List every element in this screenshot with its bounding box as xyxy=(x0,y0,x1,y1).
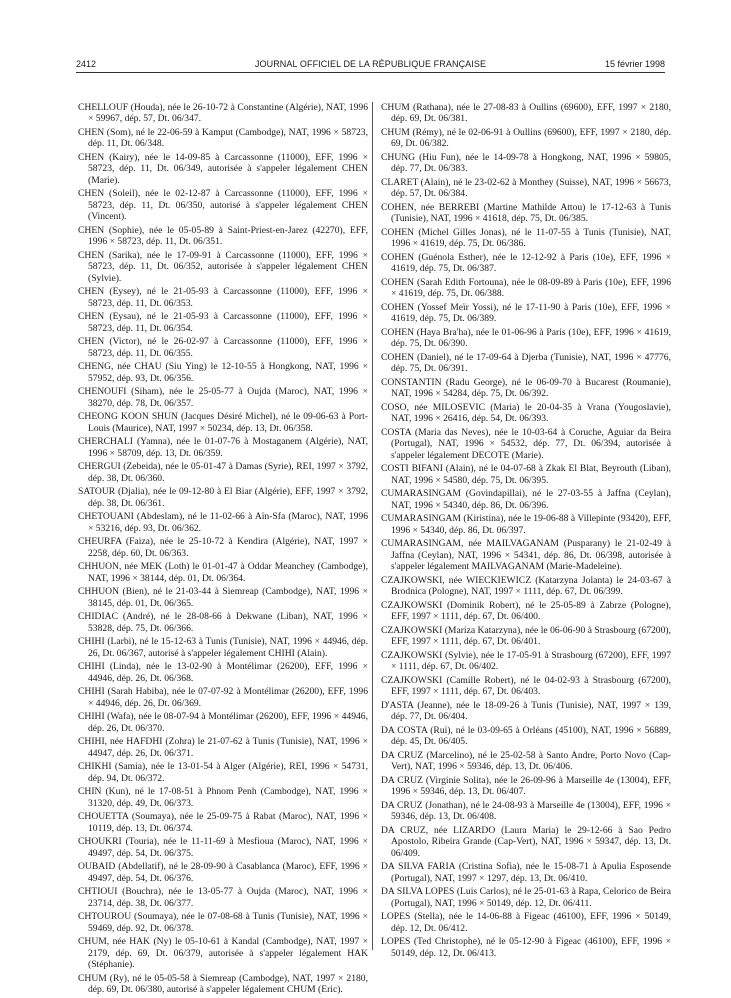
naturalization-entry: COHEN (Sarah Edith Fortouna), née le 08-09-89 à Paris (10e), EFF, 1996 × 41619, dép. 75, Dt. 06/388. xyxy=(381,277,671,300)
naturalization-entry: OUBAID (Abdellatif), né le 28-09-90 à Casablanca (Maroc), EFF, 1996 × 49497, dép. 54, Dt. 06/376. xyxy=(78,861,368,884)
naturalization-entry: CHEONG KOON SHUN (Jacques Désiré Michel), né le 09-06-63 à Port-Louis (Maurice), NAT, 1997 × 50234, dép. 13, Dt. 06/358. xyxy=(78,411,368,434)
naturalization-entry: CHEN (Sophie), née le 05-05-89 à Saint-Priest-en-Jarez (42270), EFF, 1996 × 58723, dép. 11, Dt. 06/351. xyxy=(78,224,368,248)
journal-title: JOURNAL OFFICIEL DE LA RÉPUBLIQUE FRANÇAISE xyxy=(254,59,487,69)
naturalization-entry: CHELLOUF (Houda), née le 26-10-72 à Constantine (Algérie), NAT, 1996 × 59967, dép. 57, Dt. 06/347. xyxy=(78,102,368,125)
naturalization-entry: COHEN (Guénola Esther), née le 12-12-92 à Paris (10e), EFF, 1996 × 41619, dép. 75, Dt. 06/387. xyxy=(381,252,671,275)
naturalization-entry: CHEN (Sarika), née le 17-09-91 à Carcassonne (11000), EFF, 1996 × 58723, dép. 11, Dt. 06/352, autorisée à s'appeler légalement CHEN (Sylvie). xyxy=(78,249,368,284)
naturalization-entry: CUMARASINGAM (Govindapillai), né le 27-03-55 à Jaffna (Ceylan), NAT, 1996 × 54340, dép. 86, Dt. 06/396. xyxy=(381,488,671,511)
naturalization-entry: CZAJKOWSKI (Sylvie), née le 17-05-91 à Strasbourg (67200), EFF, 1997 × 1111, dép. 67, Dt. 06/402. xyxy=(381,649,671,673)
naturalization-entry: LOPES (Stella), née le 14-06-88 à Figeac (46100), EFF, 1996 × 50149, dép. 12, Dt. 06/412. xyxy=(381,911,671,934)
naturalization-entry: SATOUR (Djalia), née le 09-12-80 à El Biar (Algérie), EFF, 1997 × 3792, dép. 38, Dt. 06/361. xyxy=(78,486,368,509)
naturalization-entry: DA CRUZ (Virginie Solita), née le 26-09-96 à Marseille 4e (13004), EFF, 1996 × 59346, dép. 13, Dt. 06/407. xyxy=(381,774,671,798)
naturalization-entry: DA COSTA (Rui), né le 03-09-65 à Orléans (45100), NAT, 1996 × 56889, dép. 45, Dt. 06/405. xyxy=(381,724,671,748)
naturalization-entry: CHEN (Kairy), née le 14-09-85 à Carcassonne (11000), EFF, 1996 × 58723, dép. 11, Dt. 06/349, autorisée à s'appeler légalement CHEN (Marie). xyxy=(78,152,368,186)
naturalization-entry: CHOUETTA (Soumaya), née le 25-09-75 à Rabat (Maroc), NAT, 1996 × 10119, dép. 13, Dt. 06/374. xyxy=(78,811,368,834)
column-divider xyxy=(372,102,373,950)
naturalization-entry: COHEN (Michel Gilles Jonas), né le 11-07-55 à Tunis (Tunisie), NAT, 1996 × 41619, dép. 75, Dt. 06/386. xyxy=(381,227,671,250)
naturalization-entry: CHHUON (Bien), né le 21-03-44 à Siemreap (Cambodge), NAT, 1996 × 38145, dép. 01, Dt. 06/365. xyxy=(78,586,368,609)
naturalization-entry: CHIHI (Larbi), né le 15-12-63 à Tunis (Tunisie), NAT, 1996 × 44946, dép. 26, Dt. 06/367, autorisé à s'appeler légalement CHIHI (Alain). xyxy=(78,636,368,659)
naturalization-entry: CHERGUI (Zebeida), née le 05-01-47 à Damas (Syrie), REI, 1997 × 3792, dép. 38, Dt. 06/360. xyxy=(78,461,368,484)
naturalization-entry: CHEURFA (Faiza), née le 25-10-72 à Kendira (Algérie), NAT, 1997 × 2258, dép. 60, Dt. 06/363. xyxy=(78,536,368,559)
naturalization-entry: CHIDIAC (André), né le 28-08-66 à Dekwane (Liban), NAT, 1996 × 53828, dép. 75, Dt. 06/366. xyxy=(78,611,368,634)
naturalization-entry: CHIHI, née HAFDHI (Zohra) le 21-07-62 à Tunis (Tunisie), NAT, 1996 × 44947, dép. 26, Dt. 06/371. xyxy=(78,736,368,759)
naturalization-entry: COHEN (Daniel), né le 17-09-64 à Djerba (Tunisie), NAT, 1996 × 47776, dép. 75, Dt. 06/391. xyxy=(381,352,671,375)
naturalization-entry: CHEN (Eysau), né le 21-05-93 à Carcassonne (11000), EFF, 1996 × 58723, dép. 11, Dt. 06/354. xyxy=(78,311,368,334)
naturalization-entry: CHTIOUI (Bouchra), née le 13-05-77 à Oujda (Maroc), NAT, 1996 × 23714, dép. 38, Dt. 06/377. xyxy=(78,886,368,909)
naturalization-entry: CHTOUROU (Soumaya), née le 07-08-68 à Tunis (Tunisie), NAT, 1996 × 59469, dép. 92, Dt. 06/378. xyxy=(78,911,368,934)
naturalization-entry: CHIKHI (Samia), née le 13-01-54 à Alger (Algérie), REI, 1996 × 54731, dép. 94, Dt. 06/372. xyxy=(78,761,368,784)
left-column xyxy=(78,102,368,998)
naturalization-entry: CHENG, née CHAU (Siu Ying) le 12-10-55 à Hongkong, NAT, 1996 × 57952, dép. 93, Dt. 06/356. xyxy=(78,361,368,384)
naturalization-entry: CHOUKRI (Touria), née le 11-11-69 à Mesfioua (Maroc), NAT, 1996 × 49497, dép. 54, Dt. 06/375. xyxy=(78,836,368,859)
naturalization-entry: CHEN (Soleil), née le 02-12-87 à Carcassonne (11000), EFF, 1996 × 58723, dép. 11, Dt. 06/350, autorisé à s'appeler légalement CHEN (Vincent). xyxy=(78,188,368,223)
naturalization-entry: COHEN (Yossef Meïr Yossi), né le 17-11-90 à Paris (10e), EFF, 1996 × 41619, dép. 75, Dt. 06/389. xyxy=(381,302,671,325)
naturalization-entry: DA CRUZ (Marcelino), né le 25-02-58 à Santo Andre, Porto Novo (Cap-Vert), NAT, 1996 × 59346, dép. 13, Dt. 06/406. xyxy=(381,749,671,773)
naturalization-entry: COHEN, née BERREBI (Martine Mathilde Attou) le 17-12-63 à Tunis (Tunisie), NAT, 1996 × 41618, dép. 75, Dt. 06/385. xyxy=(381,202,671,225)
naturalization-entry: CHEN (Eysey), né le 21-05-93 à Carcassonne (11000), EFF, 1996 × 58723, dép. 11, Dt. 06/353. xyxy=(78,286,368,309)
naturalization-entry: CHIHI (Wafa), née le 08-07-94 à Montélimar (26200), EFF, 1996 × 44946, dép. 26, Dt. 06/370. xyxy=(78,711,368,734)
right-column xyxy=(381,102,671,961)
naturalization-entry: COSTA (Maria das Neves), née le 10-03-64 à Coruche, Aguiar da Beira (Portugal), NAT, 1996 × 54532, dép. 77, Dt. 06/394, autorisée à s'appeler légalement DECOTE (Marie). xyxy=(381,427,671,461)
naturalization-entry: D'ASTA (Jeanne), née le 18-09-26 à Tunis (Tunisie), NAT, 1997 × 139, dép. 77, Dt. 06/404. xyxy=(381,699,671,723)
naturalization-entry: CHUM (Rémy), né le 02-06-91 à Oullins (69600), EFF, 1997 × 2180, dép. 69, Dt. 06/382. xyxy=(381,127,671,150)
naturalization-entry: CHHUON, née MEK (Loth) le 01-01-47 à Oddar Meanchey (Cambodge), NAT, 1996 × 38144, dép. 01, Dt. 06/364. xyxy=(78,561,368,584)
naturalization-entry: CHUM, née HAK (Ny) le 05-10-61 à Kandal (Cambodge), NAT, 1997 × 2179, dép. 69, Dt. 06/379, autorisée à s'appeler légalement HAK (Stéphanie). xyxy=(78,936,368,971)
naturalization-entry: COSO, née MILOSEVIC (Maria) le 20-04-35 à Vrana (Yougoslavie), NAT, 1996 × 26416, dép. 54, Dt. 06/393. xyxy=(381,402,671,425)
publication-date: 15 février 1998 xyxy=(604,59,665,69)
naturalization-entry: DA SILVA FARIA (Cristina Sofia), née le 15-08-71 à Apulia Esposende (Portugal), NAT, 1997 × 1297, dép. 13, Dt. 06/410. xyxy=(381,861,671,884)
naturalization-entry: CHUNG (Hiu Fun), née le 14-09-78 à Hongkong, NAT, 1996 × 59805, dép. 77, Dt. 06/383. xyxy=(381,152,671,175)
naturalization-entry: CLARET (Alain), né le 23-02-62 à Monthey (Suisse), NAT, 1996 × 56673, dép. 57, Dt. 06/384. xyxy=(381,177,671,200)
page-header xyxy=(76,57,665,73)
naturalization-entry: CHIHI (Sarah Habiba), née le 07-07-92 à Montélimar (26200), EFF, 1996 × 44946, dép. 26, Dt. 06/369. xyxy=(78,686,368,709)
naturalization-entry: CHIHI (Linda), née le 13-02-90 à Montélimar (26200), EFF, 1996 × 44946, dép. 26, Dt. 06/368. xyxy=(78,661,368,684)
naturalization-entry: DA CRUZ (Jonathan), né le 24-08-93 à Marseille 4e (13004), EFF, 1996 × 59346, dép. 13, Dt. 06/408. xyxy=(381,799,671,823)
naturalization-entry: CHEN (Som), né le 22-06-59 à Kamput (Cambodge), NAT, 1996 × 58723, dép. 11, Dt. 06/348. xyxy=(78,127,368,150)
naturalization-entry: COHEN (Haya Bra'ha), née le 01-06-96 à Paris (10e), EFF, 1996 × 41619, dép. 75, Dt. 06/390. xyxy=(381,327,671,350)
naturalization-entry: CZAJKOWSKI (Dominik Robert), né le 25-05-89 à Zabrze (Pologne), EFF, 1997 × 1111, dép. 67, Dt. 06/400. xyxy=(381,599,671,623)
naturalization-entry: CZAJKOWSKI, née WIECKIEWICZ (Katarzyna Jolanta) le 24-03-67 à Brodnica (Pologne), NAT, 1997 × 1111, dép. 67, Dt. 06/399. xyxy=(381,574,671,598)
naturalization-entry: LOPES (Ted Christophe), né le 05-12-90 à Figeac (46100), EFF, 1996 × 50149, dép. 12, Dt. 06/413. xyxy=(381,936,671,959)
naturalization-entry: CHETOUANI (Abdeslam), né le 11-02-66 à Aïn-Sfa (Maroc), NAT, 1996 × 53216, dép. 93, Dt. 06/362. xyxy=(78,511,368,534)
naturalization-entry: CHUM (Ry), né le 05-05-58 à Siemreap (Cambodge), NAT, 1997 × 2180, dép. 69, Dt. 06/380, autorisé à s'appeler légalement CHUM (Eric). xyxy=(78,972,368,996)
naturalization-entry: CHERCHALI (Yamna), née le 01-07-76 à Mostaganem (Algérie), NAT, 1996 × 58709, dép. 13, Dt. 06/359. xyxy=(78,436,368,459)
page-number: 2412 xyxy=(76,59,97,69)
naturalization-entry: DA SILVA LOPES (Luis Carlos), né le 25-01-63 à Rapa, Celorico de Beira (Portugal), NAT, 1996 × 50149, dép. 12, Dt. 06/411. xyxy=(381,886,671,909)
naturalization-entry: CHUM (Rathana), née le 27-08-83 à Oullins (69600), EFF, 1997 × 2180, dép. 69, Dt. 06/381. xyxy=(381,102,671,125)
naturalization-entry: DA CRUZ, née LIZARDO (Laura Maria) le 29-12-66 à Sao Pedro Apostolo, Ribeira Grande (Cap-Vert), NAT, 1996 × 59347, dép. 13, Dt. 06/409. xyxy=(381,824,671,859)
naturalization-entry: CZAJKOWSKI (Mariza Katarzyna), née le 06-06-90 à Strasbourg (67200), EFF, 1997 × 1111, dép. 67, Dt. 06/401. xyxy=(381,624,671,648)
naturalization-entry: CHIN (Kun), né le 17-08-51 à Phnom Penh (Cambodge), NAT, 1996 × 31320, dép. 49, Dt. 06/373. xyxy=(78,786,368,809)
naturalization-entry: CHENOUFI (Siham), née le 25-05-77 à Oujda (Maroc), NAT, 1996 × 38270, dép. 78, Dt. 06/357. xyxy=(78,386,368,409)
naturalization-entry: CZAJKOWSKI (Camille Robert), né le 04-02-93 à Strasbourg (67200), EFF, 1997 × 1111, dép. 67, Dt. 06/403. xyxy=(381,674,671,698)
header-rule xyxy=(76,72,665,73)
naturalization-entry: CUMARASINGAM, née MAILVAGANAM (Pusparany) le 21-02-49 à Jaffna (Ceylan), NAT, 1996 × 54341, dép. 86, Dt. 06/398, autorisée à s'appeler légalement MAILVAGANAM (Marie-Madeleine). xyxy=(381,538,671,573)
naturalization-entry: CUMARASINGAM (Kiristina), née le 19-06-88 à Villepinte (93420), EFF, 1996 × 54340, dép. 86, Dt. 06/397. xyxy=(381,513,671,536)
naturalization-entry: COSTI BIFANI (Alain), né le 04-07-68 à Zkak El Blat, Beyrouth (Liban), NAT, 1996 × 54580, dép. 75, Dt. 06/395. xyxy=(381,463,671,486)
naturalization-entry: CHEN (Victor), né le 26-02-97 à Carcassonne (11000), EFF, 1996 × 58723, dép. 11, Dt. 06/355. xyxy=(78,336,368,359)
naturalization-entry: CONSTANTIN (Radu George), né le 06-09-70 à Bucarest (Roumanie), NAT, 1996 × 54284, dép. 75, Dt. 06/392. xyxy=(381,377,671,400)
